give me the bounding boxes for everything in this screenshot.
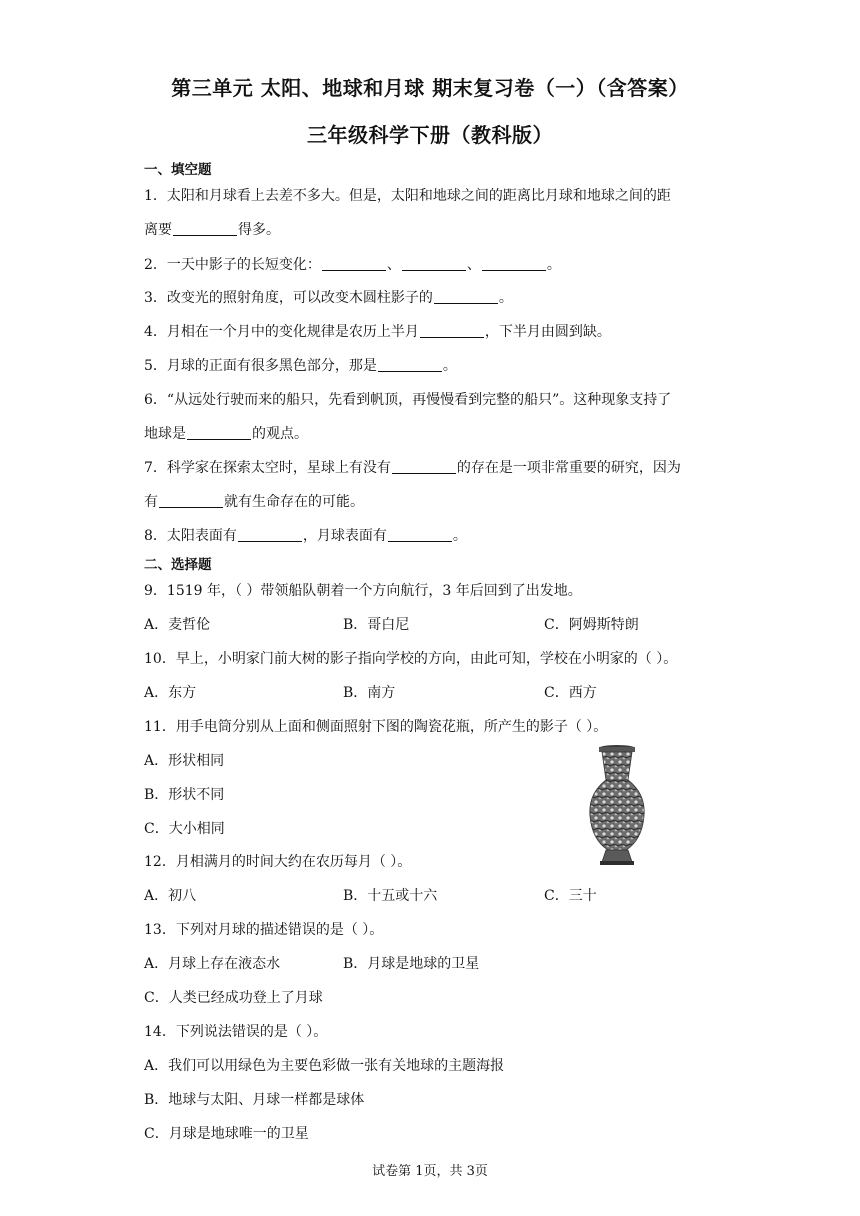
question-9-option-c[interactable]: C．阿姆斯特朗 (544, 617, 639, 633)
question-7-line-1: 7．科学家在探索太空时，星球上有没有 的存在是一项非常重要的研究，因为 (144, 460, 681, 476)
section-heading-fill-blank: 一、填空题 (144, 162, 212, 178)
question-6-line-2: 地球是 的观点。 (144, 426, 308, 442)
question-5: 5．月球的正面有很多黑色部分，那是 。 (144, 358, 457, 374)
question-12-option-a[interactable]: A．初八 (144, 888, 197, 904)
answer-blank[interactable] (434, 289, 498, 304)
question-13-stem: 13．下列对月球的描述错误的是（ ）。 (144, 922, 384, 938)
answer-blank[interactable] (420, 323, 484, 338)
question-6-line-1: 6．“从远处行驶而来的船只，先看到帆顶，再慢慢看到完整的船只”。这种现象支持了 (144, 392, 672, 408)
question-10-option-a[interactable]: A．东方 (144, 685, 197, 701)
porcelain-vase-image (586, 744, 648, 866)
question-12-option-c[interactable]: C．三十 (544, 888, 597, 904)
question-14-option-a[interactable]: A．我们可以用绿色为主要色彩做一张有关地球的主题海报 (144, 1058, 505, 1074)
question-2: 2．一天中影子的长短变化： 、 、 。 (144, 257, 561, 273)
answer-blank[interactable] (159, 493, 223, 508)
section-heading-multiple-choice: 二、选择题 (144, 557, 212, 573)
answer-blank[interactable] (187, 425, 251, 440)
answer-blank[interactable] (173, 221, 237, 236)
answer-blank[interactable] (322, 256, 386, 271)
answer-blank[interactable] (402, 256, 466, 271)
question-3: 3．改变光的照射角度，可以改变木圆柱影子的 。 (144, 290, 513, 306)
question-14-stem: 14．下列说法错误的是（ ）。 (144, 1024, 328, 1040)
question-13-option-b[interactable]: B．月球是地球的卫星 (343, 956, 480, 972)
question-10-option-c[interactable]: C．西方 (544, 685, 597, 701)
question-12-stem: 12．月相满月的时间大约在农历每月（ ）。 (144, 854, 412, 870)
question-14-option-c[interactable]: C．月球是地球唯一的卫星 (144, 1126, 309, 1142)
question-13-option-a[interactable]: A．月球上存在液态水 (144, 956, 281, 972)
question-7-line-2: 有 就有生命存在的可能。 (144, 494, 364, 510)
answer-blank[interactable] (378, 357, 442, 372)
answer-blank[interactable] (238, 527, 302, 542)
answer-blank[interactable] (388, 527, 452, 542)
question-10-stem: 10．早上，小明家门前大树的影子指向学校的方向，由此可知，学校在小明家的（ ）。 (144, 651, 678, 667)
question-14-option-b[interactable]: B．地球与太阳、月球一样都是球体 (144, 1092, 365, 1108)
question-9-option-b[interactable]: B．哥白尼 (343, 617, 410, 633)
question-4: 4．月相在一个月中的变化规律是农历上半月 ，下半月由圆到缺。 (144, 324, 611, 340)
question-9-option-a[interactable]: A．麦哲伦 (144, 617, 211, 633)
question-11-option-a[interactable]: A．形状相同 (144, 753, 225, 769)
page-subtitle: 三年级科学下册（教科版） (307, 123, 553, 147)
question-11-option-c[interactable]: C．大小相同 (144, 821, 225, 837)
page-title: 第三单元 太阳、地球和月球 期末复习卷（一）（含答案） (171, 76, 689, 100)
question-11-stem: 11．用手电筒分别从上面和侧面照射下图的陶瓷花瓶，所产生的影子（ ）。 (144, 719, 608, 735)
question-1-line-2: 离要 得多。 (144, 222, 280, 238)
answer-blank[interactable] (482, 256, 546, 271)
question-1-line-1: 1．太阳和月球看上去差不多大。但是，太阳和地球之间的距离比月球和地球之间的距 (144, 188, 671, 204)
question-10-option-b[interactable]: B．南方 (343, 685, 396, 701)
question-9-stem: 9．1519 年，（ ）带领船队朝着一个方向航行，3 年后回到了出发地。 (144, 583, 582, 599)
question-11-option-b[interactable]: B．形状不同 (144, 787, 225, 803)
question-8: 8．太阳表面有 ，月球表面有 。 (144, 528, 467, 544)
question-12-option-b[interactable]: B．十五或十六 (343, 888, 438, 904)
page-footer: 试卷第 1页，共 3页 (372, 1164, 488, 1179)
answer-blank[interactable] (392, 459, 456, 474)
question-13-option-c[interactable]: C．人类已经成功登上了月球 (144, 990, 323, 1006)
